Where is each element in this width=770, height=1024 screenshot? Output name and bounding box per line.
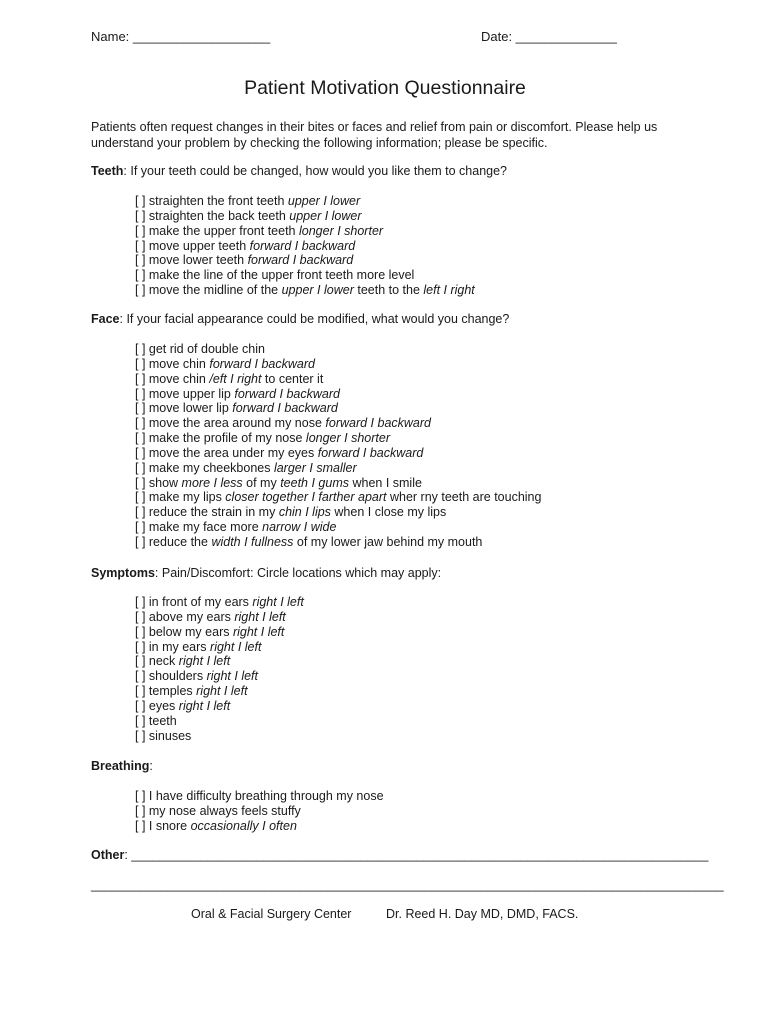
breathing-section-heading xyxy=(91,759,153,773)
option-text: [ ] make the upper front teeth xyxy=(135,223,299,238)
option-text: to center it xyxy=(261,371,324,386)
checkbox-option[interactable] xyxy=(135,595,304,610)
checkbox-option[interactable] xyxy=(135,387,541,402)
option-text: [ ] move upper lip xyxy=(135,386,235,401)
option-choice-text: forward I backward xyxy=(317,445,424,460)
checkbox-option[interactable] xyxy=(135,819,384,834)
option-text: [ ] in my ears xyxy=(135,639,211,654)
face-prompt: : If your facial appearance could be modified, what would you change? xyxy=(119,312,510,326)
checkbox-option[interactable] xyxy=(135,669,304,684)
breathing-options-list xyxy=(135,789,384,834)
checkbox-option[interactable] xyxy=(135,699,304,714)
symptoms-prompt: : Pain/Discomfort: Circle locations which may apply: xyxy=(154,566,442,580)
option-text: when I smile xyxy=(349,475,422,490)
option-choice-text: right I left xyxy=(252,595,304,609)
checkbox-option[interactable] xyxy=(135,804,384,819)
option-choice-text: forward I backward xyxy=(234,386,340,401)
other-line-1: : ___________________________________________________________________________________ xyxy=(124,848,709,862)
footer-doctor-name: Dr. Reed H. Day MD, DMD, FACS. xyxy=(386,907,579,921)
breathing-prompt: : xyxy=(149,759,153,773)
option-choice-text: closer together I farther apart xyxy=(225,490,387,505)
checkbox-option[interactable] xyxy=(135,490,541,505)
face-section-heading xyxy=(91,312,509,326)
checkbox-option[interactable] xyxy=(135,224,475,239)
option-choice-text: right I left xyxy=(178,654,231,669)
option-text: [ ] move lower teeth xyxy=(135,253,248,268)
option-text: [ ] below my ears xyxy=(135,624,233,639)
checkbox-option[interactable] xyxy=(135,520,541,535)
option-text: [ ] make my lips xyxy=(135,490,226,505)
checkbox-option[interactable] xyxy=(135,654,304,669)
option-choice-text: teeth I gums xyxy=(280,475,349,490)
option-text: of my lower jaw behind my mouth xyxy=(293,534,483,549)
option-text: [ ] straighten the front teeth xyxy=(135,194,288,208)
symptoms-section-heading xyxy=(91,566,441,580)
checkbox-option[interactable] xyxy=(135,535,541,550)
option-text: [ ] make the profile of my nose xyxy=(135,431,306,446)
option-choice-text: forward I backward xyxy=(247,253,354,268)
footer-center-name: Oral & Facial Surgery Center xyxy=(191,907,352,921)
option-text: [ ] show xyxy=(135,475,182,490)
checkbox-option[interactable] xyxy=(135,416,541,431)
checkbox-option[interactable] xyxy=(135,714,304,729)
option-choice-text: upper I lower xyxy=(289,208,362,223)
checkbox-option[interactable] xyxy=(135,625,304,640)
option-text: [ ] my nose always feels stuffy xyxy=(135,803,301,818)
option-text: [ ] move chin xyxy=(135,371,210,386)
date-field-label: Date: ______________ xyxy=(481,29,617,44)
checkbox-option[interactable] xyxy=(135,684,304,699)
other-section-heading xyxy=(91,848,708,862)
option-text: [ ] make the line of the upper front teeth more level xyxy=(135,268,415,283)
option-text: [ ] I have difficulty breathing through my nose xyxy=(135,789,384,803)
teeth-section-heading xyxy=(91,164,507,178)
option-choice-text: right I left xyxy=(232,624,285,639)
option-text: teeth to the xyxy=(353,283,424,298)
option-text: [ ] straighten the back teeth xyxy=(135,208,290,223)
option-text: [ ] make my face more xyxy=(135,520,263,535)
page-title: Patient Motivation Questionnaire xyxy=(244,77,526,99)
option-choice-text: more I less xyxy=(181,475,243,490)
other-heading-label: Other xyxy=(91,848,125,862)
checkbox-option[interactable] xyxy=(135,446,541,461)
option-choice-text: right I left xyxy=(178,698,231,713)
name-field-label: Name: ___________________ xyxy=(91,29,271,44)
breathing-heading-label: Breathing xyxy=(91,759,150,773)
checkbox-option[interactable] xyxy=(135,209,475,224)
option-text: [ ] move the area around my nose xyxy=(135,416,326,431)
option-text: [ ] get rid of double chin xyxy=(135,342,265,356)
option-text: [ ] above my ears xyxy=(135,609,235,624)
symptoms-heading-label: Symptoms xyxy=(91,566,155,580)
option-text: [ ] sinuses xyxy=(135,728,192,743)
face-options-list xyxy=(135,342,541,550)
option-choice-text: occasionally I often xyxy=(190,818,297,833)
option-choice-text: right I left xyxy=(196,684,248,699)
option-choice-text: upper I lower xyxy=(287,194,361,208)
option-text: [ ] move lower lip xyxy=(135,401,233,416)
face-heading-label: Face xyxy=(91,312,120,326)
checkbox-option[interactable] xyxy=(135,342,541,357)
option-choice-text: right I left xyxy=(234,609,286,624)
option-text: [ ] move upper teeth xyxy=(135,238,250,253)
other-line-2: ___________________________________________________________________________________________ xyxy=(91,878,724,892)
option-choice-text: right I left xyxy=(210,639,262,654)
option-text: [ ] move chin xyxy=(135,356,210,371)
option-choice-text: left I right xyxy=(423,283,475,298)
option-text: of my xyxy=(242,475,281,490)
option-text: [ ] reduce the xyxy=(135,534,212,549)
option-choice-text: longer I shorter xyxy=(298,223,384,238)
checkbox-option[interactable] xyxy=(135,253,475,268)
option-text: [ ] I snore xyxy=(135,818,191,833)
option-choice-text: forward I backward xyxy=(209,356,315,371)
option-text: when I close my lips xyxy=(330,505,447,520)
option-choice-text: forward I backward xyxy=(249,238,356,253)
checkbox-option[interactable] xyxy=(135,401,541,416)
option-text: [ ] shoulders xyxy=(135,669,207,684)
checkbox-option[interactable] xyxy=(135,239,475,254)
option-text: [ ] move the area under my eyes xyxy=(135,445,318,460)
checkbox-option[interactable] xyxy=(135,283,475,298)
teeth-options-list xyxy=(135,194,475,298)
option-text: [ ] reduce the strain in my xyxy=(135,505,279,520)
option-text: [ ] teeth xyxy=(135,713,177,728)
symptoms-options-list xyxy=(135,595,304,743)
option-choice-text: upper I lower xyxy=(281,283,354,298)
checkbox-option[interactable] xyxy=(135,372,541,387)
checkbox-option[interactable] xyxy=(135,431,541,446)
checkbox-option[interactable] xyxy=(135,357,541,372)
checkbox-option[interactable] xyxy=(135,194,475,209)
checkbox-option[interactable] xyxy=(135,610,304,625)
checkbox-option[interactable] xyxy=(135,640,304,655)
option-choice-text: larger I smaller xyxy=(273,460,357,475)
checkbox-option[interactable] xyxy=(135,789,384,804)
intro-paragraph: Patients often request changes in their bites or faces and relief from pain or discomfort. Please help us understand your problem by checking the following information; please be specific. xyxy=(91,120,658,150)
option-choice-text: chin I lips xyxy=(278,505,331,520)
checkbox-option[interactable] xyxy=(135,729,304,744)
checkbox-option[interactable] xyxy=(135,476,541,491)
teeth-prompt: : If your teeth could be changed, how would you like them to change? xyxy=(123,164,508,178)
option-text: wher rny teeth are touching xyxy=(386,490,542,505)
teeth-heading-label: Teeth xyxy=(91,164,124,178)
checkbox-option[interactable] xyxy=(135,505,541,520)
option-choice-text: forward I backward xyxy=(232,401,338,416)
option-choice-text: forward I backward xyxy=(325,416,431,431)
option-choice-text: width I fullness xyxy=(211,534,294,549)
option-choice-text: /eft I right xyxy=(209,371,262,386)
option-text: [ ] eyes xyxy=(135,698,179,713)
option-text: [ ] in front of my ears xyxy=(135,595,253,609)
option-text: [ ] neck xyxy=(135,654,179,669)
option-text: [ ] temples xyxy=(135,684,197,699)
option-text: [ ] make my cheekbones xyxy=(135,460,274,475)
checkbox-option[interactable] xyxy=(135,461,541,476)
option-choice-text: right I left xyxy=(206,669,258,684)
option-text: [ ] move the midline of the xyxy=(135,283,282,298)
option-choice-text: longer I shorter xyxy=(305,431,390,446)
checkbox-option[interactable] xyxy=(135,268,475,283)
option-choice-text: narrow I wide xyxy=(262,520,337,535)
